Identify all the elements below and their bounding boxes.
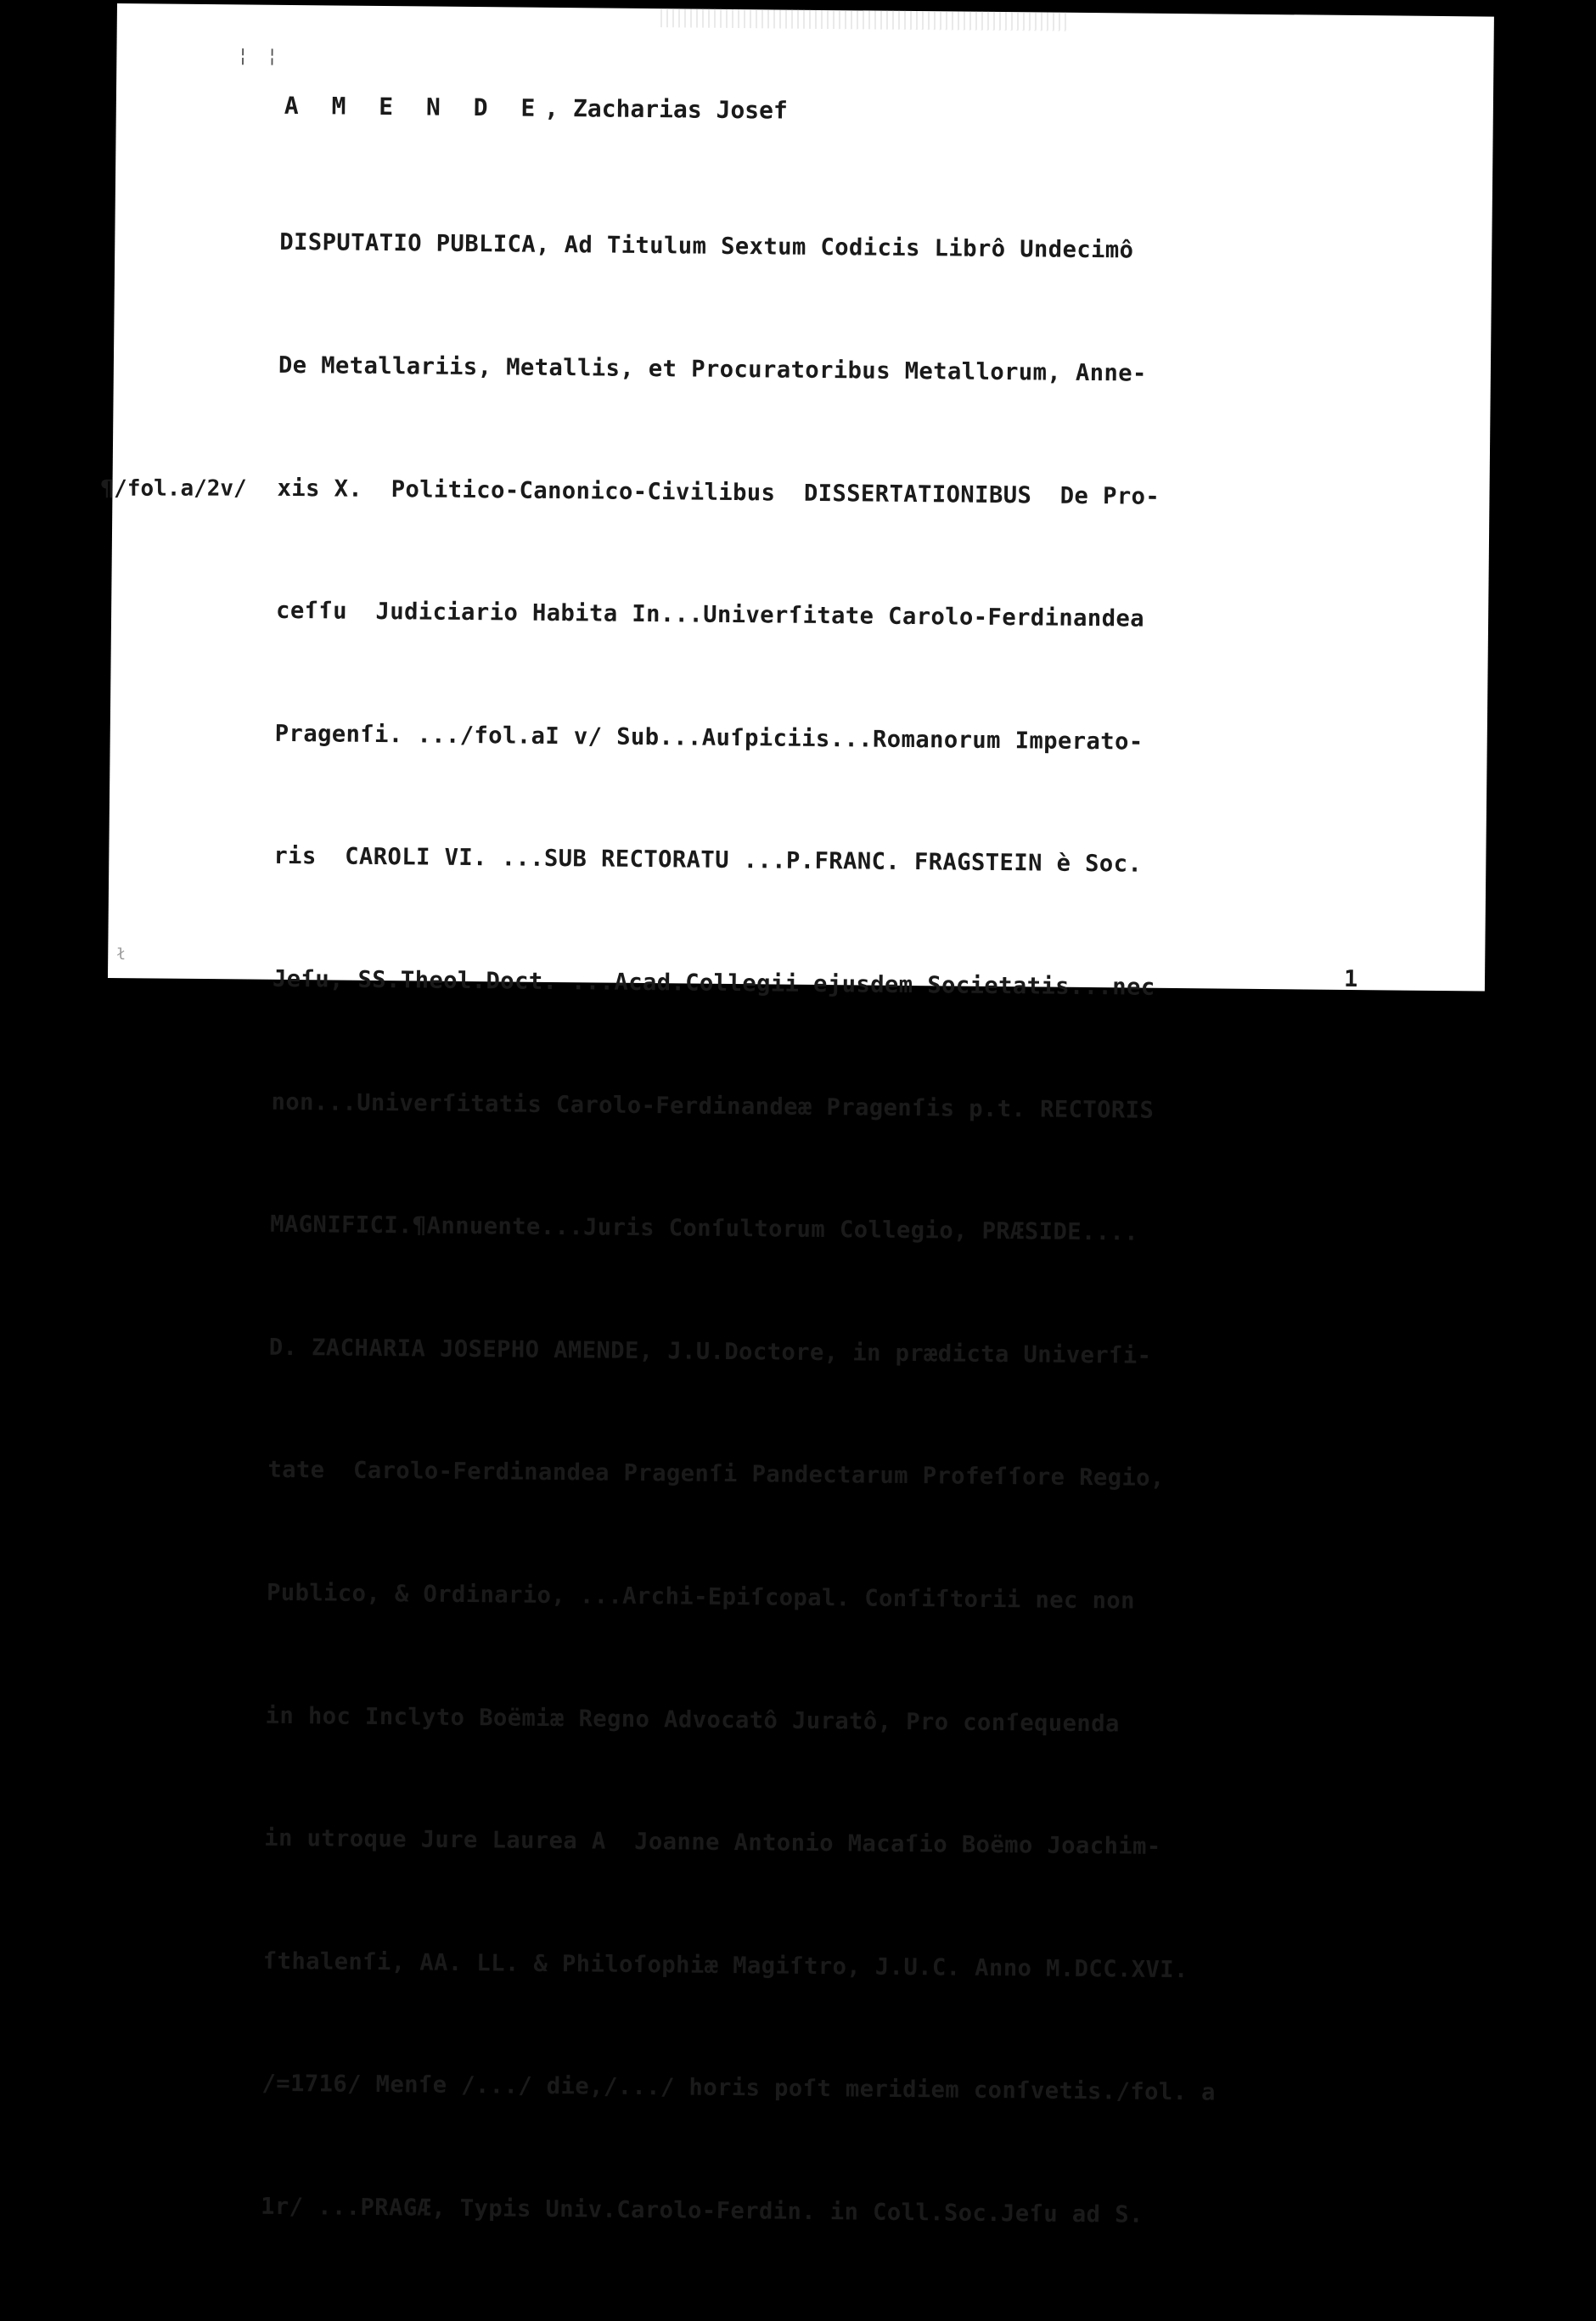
text-line: non...Univerſitatis Carolo-Ferdinandeæ Pragenſis p.t. RECTORIS — [271, 1088, 1155, 1124]
catalog-card — [100, 3, 1494, 2228]
author-surname: A M E N D E — [284, 91, 545, 122]
text-line: D. ZACHARIA JOSEPHO AMENDE, J.U.Doctore, in prædicta Univerſi- — [268, 1334, 1152, 1369]
page-number: 1 — [1343, 965, 1358, 993]
text-line: in hoc Inclyto Boëmiæ Regno Advocatô Juratô, Pro conſequenda — [265, 1702, 1120, 1737]
text-line: Jeſu, SS.Theol.Doct. ...Acad.Collegii ejusdem Societatis...nec — [272, 965, 1155, 1001]
author-heading — [284, 92, 788, 125]
text-line: DISPUTATIO PUBLICA, Ad Titulum Sextum Codicis Librô Undecimô — [279, 229, 1134, 264]
author-given-names: , Zacharias Josef — [544, 93, 789, 125]
corner-mark: ł — [116, 946, 126, 964]
text-line: ſthalenſi, AA. LL. & Philoſophiæ Magiſtro, J.U.C. Anno M.DCC.XVI. — [262, 1947, 1189, 1983]
text-line: 1r/ ...PRAGÆ, Typis Univ.Carolo-Ferdin. in Coll.Soc.Jeſu ad S. — [260, 2193, 1144, 2228]
top-marks: ¦ ¦ — [237, 45, 282, 67]
text-line: ris CAROLI VI. ...SUB RECTORATU ...P.FRANC. FRAGSTEIN è Soc. — [273, 843, 1143, 879]
text-line: De Metallariis, Metallis, et Procuratoribus Metallorum, Anne- — [278, 351, 1147, 387]
text-line: in utroque Jure Laurea A Joanne Antonio Macaſio Boëmo Joachim- — [264, 1824, 1161, 1861]
text-line: tate Carolo-Ferdinandea Pragenſi Pandectarum Profeſſore Regio, — [267, 1457, 1165, 1492]
text-line: ceſſu Judiciario Habita In...Univerſitate Carolo-Ferdinandea — [275, 598, 1145, 632]
text-line: xis X. Politico-Canonico-Civilibus DISSERTATIONIBUS De Pro- — [277, 475, 1160, 510]
text-line: Publico, & Ordinario, ...Archi-Epiſcopal. Conſiſtorii nec non — [266, 1579, 1136, 1615]
scan-edge-noise — [660, 8, 1068, 31]
text-line: Pragenſi. .../fol.aI v/ Sub...Auſpiciis...Romanorum Imperato- — [274, 720, 1144, 756]
margin-annotation: ¶/fol.a/2v/ — [100, 475, 247, 502]
text-line: MAGNIFICI.¶Annuente...Juris Conſultorum Collegio, PRÆSIDE.... — [270, 1211, 1139, 1246]
text-line: /=1716/ Menſe /.../ die,/.../ horis poſt meridiem conſvetis./fol. a — [261, 2071, 1217, 2106]
title-description — [260, 141, 1494, 2321]
